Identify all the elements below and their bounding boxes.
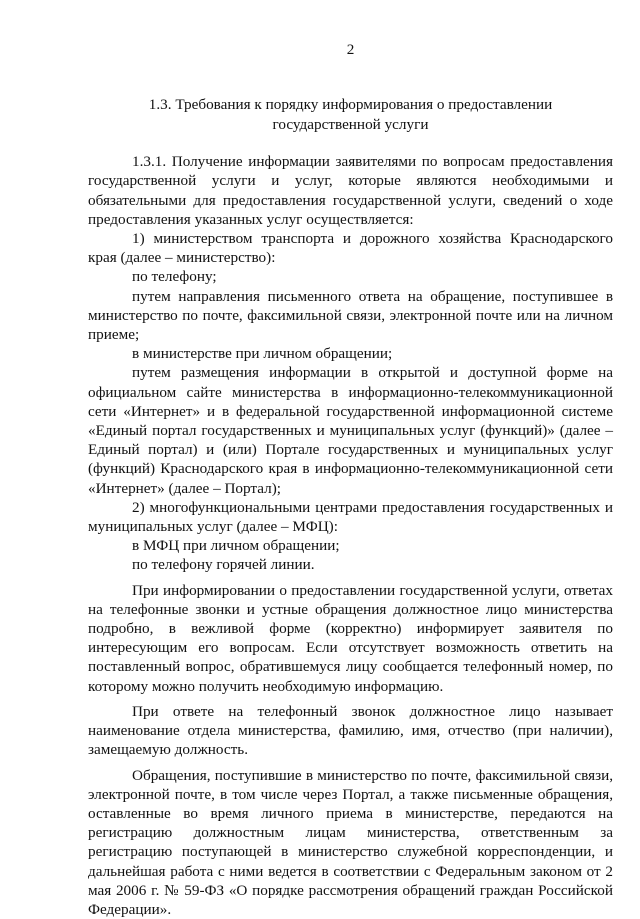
section-heading-line-1: 1.3. Требования к порядку информирования о предоставлении [108, 95, 593, 115]
paragraph-mfc: 2) многофункциональными центрами предоставления государственных и муниципальных услуг (далее – МФЦ): [88, 498, 613, 536]
paragraph-mfc-in-person: в МФЦ при личном обращении; [88, 536, 613, 555]
paragraph-informing: При информировании о предоставлении государственной услуги, ответах на телефонные звонки и устные обращения должностное лицо министерства подробно, в вежливой форме (корректно) информирует заявителя по интересующим его вопросам. Если отсутствует возможность ответить на поставленный вопрос, обратившемуся лицу сообщается телефонный номер, по которому можно получить необходимую информацию. [88, 581, 613, 696]
paragraph-appeals: Обращения, поступившие в министерство по почте, факсимильной связи, электронной почте, в том числе через Портал, а также письменные обращения, оставленные во время личного приема в министерстве, передаются на регистрацию должностным лицам министерства, ответственным за регистрацию поступающей в министерство служебной корреспонденции, и дальнейшая работа с ними ведется в соответствии с Федеральным законом от 2 мая 2006 г. № 59-ФЗ «О порядке рассмотрения обращений граждан Российской Федерации». [88, 766, 613, 919]
paragraph-ministry: 1) министерством транспорта и дорожного хозяйства Краснодарского края (далее – министерство): [88, 229, 613, 267]
paragraph-phone-answer: При ответе на телефонный звонок должностное лицо называет наименование отдела министерства, фамилию, имя, отчество (при наличии), замещаемую должность. [88, 702, 613, 760]
document-page [88, 40, 613, 919]
page-number: 2 [88, 40, 613, 59]
paragraph-online-info: путем размещения информации в открытой и доступной форме на официальном сайте министерства в информационно-телекоммуникационной сети «Интернет» и в федеральной государственной информационной системе «Единый портал государственных и муниципальных услуг (функций)» (далее – Единый портал) и (или) Портале государственных и муниципальных услуг (функций) Краснодарского края в информационно-телекоммуникационной сети «Интернет» (далее – Портал); [88, 363, 613, 497]
paragraph-in-person: в министерстве при личном обращении; [88, 344, 613, 363]
paragraph-written-reply: путем направления письменного ответа на обращение, поступившее в министерство по почте, факсимильной связи, электронной почте или на личном приеме; [88, 287, 613, 345]
section-heading-line-2: государственной услуги [108, 115, 593, 135]
paragraph-1-3-1: 1.3.1. Получение информации заявителями по вопросам предоставления государственной услуги и услуг, которые являются необходимыми и обязательными для предоставления государственной услуги, сведений о ходе предоставления указанных услуг осуществляется: [88, 152, 613, 229]
section-heading [88, 95, 613, 134]
paragraph-hotline: по телефону горячей линии. [88, 555, 613, 574]
paragraph-by-phone: по телефону; [88, 267, 613, 286]
